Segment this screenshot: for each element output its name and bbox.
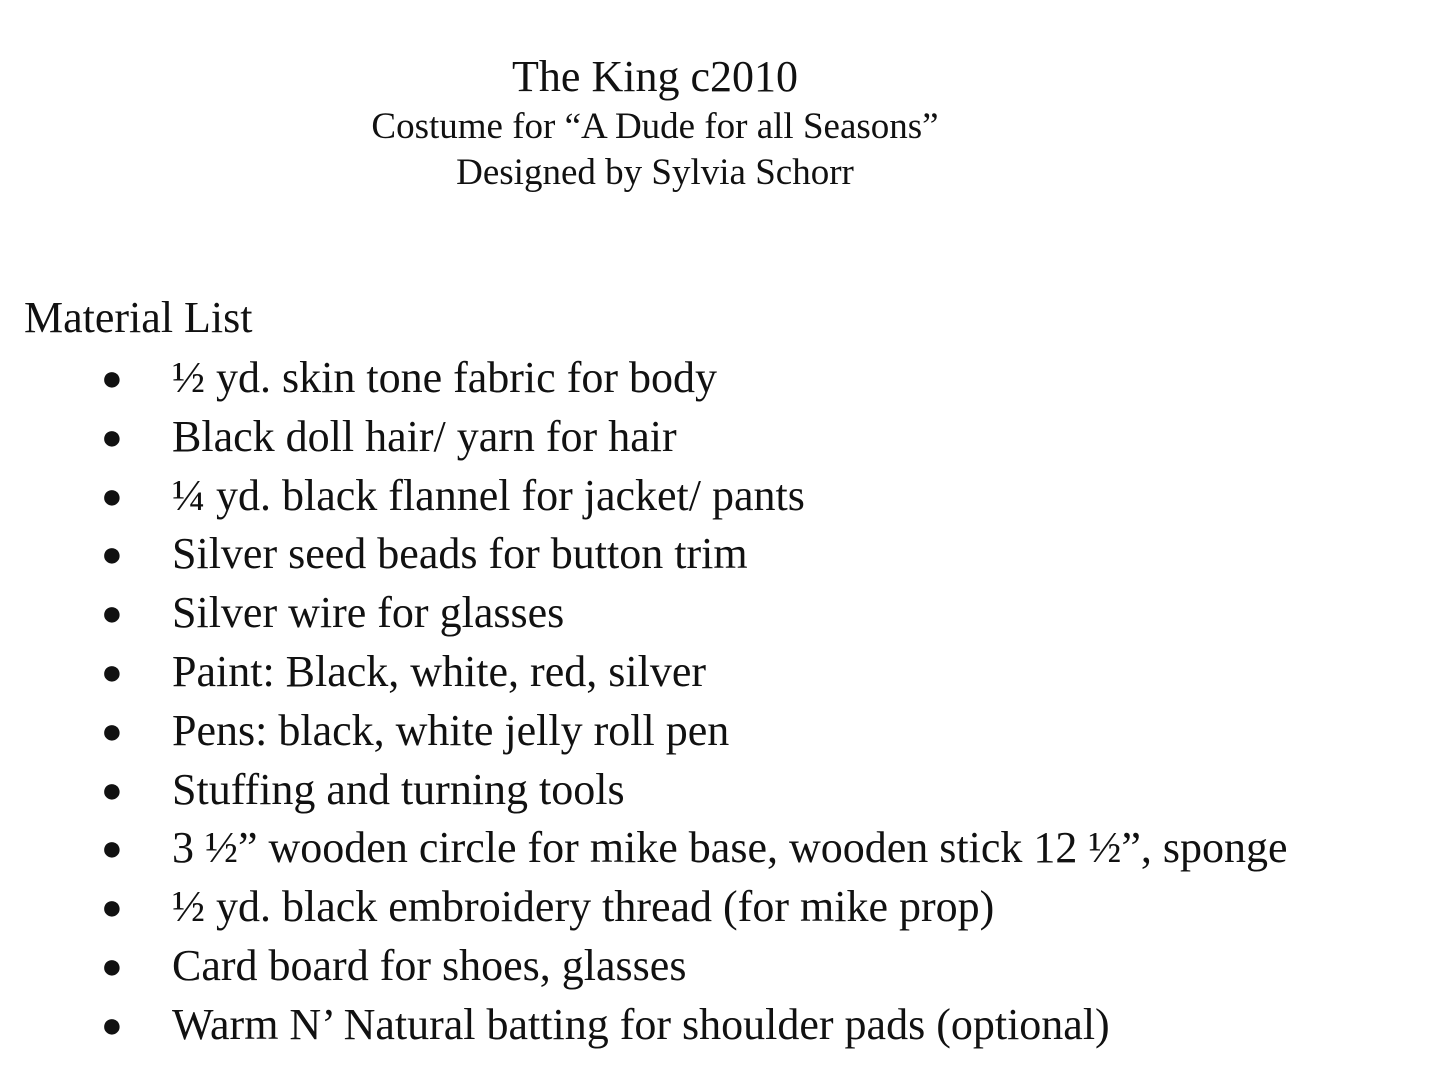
bullet-icon: ● [101, 710, 123, 751]
bullet-icon: ● [101, 1004, 123, 1045]
material-item-text: ½ yd. skin tone fabric for body [172, 353, 717, 402]
bullet-icon: ● [101, 358, 123, 398]
material-item-text: Pens: black, white jelly roll pen [172, 705, 730, 755]
designer-credit: Designed by Sylvia Schorr [456, 152, 854, 193]
bullet-icon: ● [101, 828, 123, 869]
bullet-icon: ● [101, 769, 123, 810]
material-item-text: ¼ yd. black flannel for jacket/ pants [172, 470, 805, 520]
bullet-icon: ● [101, 416, 123, 457]
material-item-text: Silver wire for glasses [172, 588, 565, 638]
material-item-text: Warm N’ Natural batting for shoulder pads (optional) [172, 999, 1110, 1049]
document-header [0, 50, 1310, 196]
material-item-text: Stuffing and turning tools [172, 764, 625, 814]
bullet-icon: ● [101, 651, 123, 692]
material-item-text: Silver seed beads for button trim [172, 529, 748, 579]
document-title: The King c2010 [512, 52, 798, 101]
bullet-icon: ● [101, 475, 123, 516]
bullet-icon: ● [101, 945, 123, 986]
material-item-text: Card board for shoes, glasses [172, 940, 687, 990]
material-item-text: Black doll hair/ yarn for hair [172, 411, 677, 461]
material-item-text: ½ yd. black embroidery thread (for mike prop) [172, 882, 995, 932]
bullet-icon: ● [101, 593, 123, 634]
material-item-text: 3 ½” wooden circle for mike base, wooden stick 12 ½”, sponge [172, 823, 1288, 873]
costume-subtitle: Costume for “A Dude for all Seasons” [371, 106, 939, 147]
material-item-text: Paint: Black, white, red, silver [172, 646, 706, 696]
material-list-heading: Material List [24, 293, 253, 342]
bullet-icon: ● [101, 887, 123, 928]
bullet-icon: ● [101, 534, 123, 575]
